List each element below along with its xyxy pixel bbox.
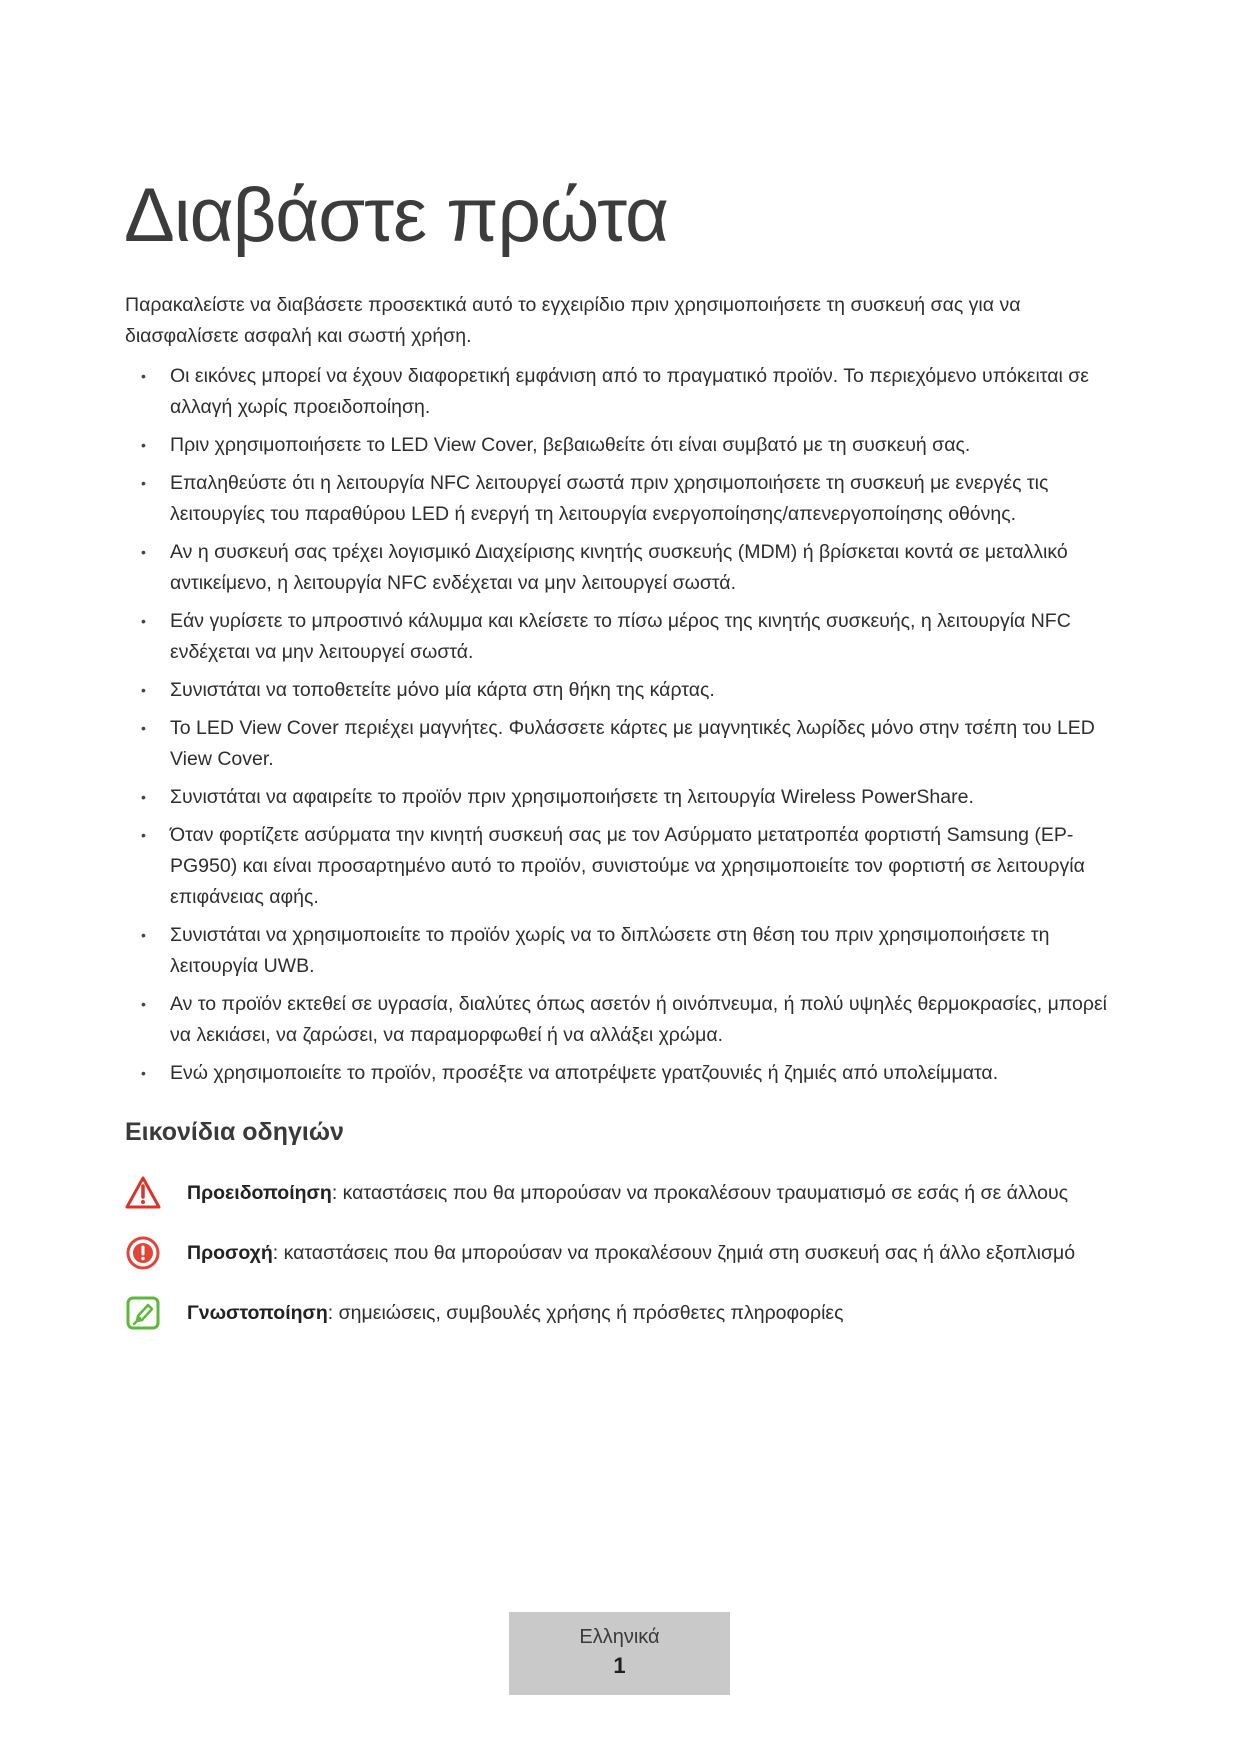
bullet-icon: •: [141, 789, 146, 805]
list-item: [125, 468, 1120, 530]
list-item-text: Ενώ χρησιμοποιείτε το προϊόν, προσέξτε να αποτρέψετε γρατζουνιές ή ζημιές από υπολείμματα.: [170, 1062, 999, 1084]
list-item-text: Επαληθεύστε ότι η λειτουργία NFC λειτουργεί σωστά πριν χρησιμοποιήσετε τη συσκευή με ενεργές τις λειτουργίες του παραθύρου LED ή ενεργή τη λειτουργία ενεργοποίησης/απενεργοποίησης οθόνης.: [170, 472, 1049, 525]
page-number: 1: [613, 1653, 626, 1678]
bullet-icon: •: [141, 475, 146, 491]
list-item-text: Οι εικόνες μπορεί να έχουν διαφορετική εμφάνιση από το πραγματικό προϊόν. Το περιεχόμενο υπόκειται σε αλλαγή χωρίς προειδοποίηση.: [170, 365, 1089, 418]
bullet-icon: •: [141, 996, 146, 1012]
list-item: [125, 430, 1120, 461]
page-footer: [509, 1612, 730, 1695]
warning-triangle-icon: [125, 1175, 161, 1211]
list-item: [125, 820, 1120, 913]
page-title: Διαβάστε πρώτα: [124, 173, 668, 258]
caution-legend-text: [187, 1242, 1075, 1265]
list-item: [125, 361, 1120, 423]
list-item: [125, 606, 1120, 668]
note-pencil-icon: [125, 1295, 161, 1331]
list-item-text: Όταν φορτίζετε ασύρματα την κινητή συσκευή σας με τον Ασύρματο μετατροπέα φορτιστή Samsung (EP-PG950) και είναι προσαρτημένο αυτό το προϊόν, συνιστούμε να χρησιμοποιείτε τον φορτιστή σε λειτουργία επιφάνειας αφής.: [170, 824, 1085, 908]
list-item: [125, 675, 1120, 706]
list-item-text: Συνιστάται να αφαιρείτε το προϊόν πριν χρησιμοποιήσετε τη λειτουργία Wireless PowerShare.: [170, 786, 974, 808]
bullet-icon: •: [141, 720, 146, 736]
intro-paragraph: Παρακαλείστε να διαβάσετε προσεκτικά αυτό το εγχειρίδιο πριν χρησιμοποιήσετε τη συσκευή σας για να διασφαλίσετε ασφαλή και σωστή χρήση.: [125, 294, 1021, 347]
note-description: : σημειώσεις, συμβουλές χρήσης ή πρόσθετες πληροφορίες: [327, 1301, 844, 1324]
warning-legend-text: [187, 1182, 1068, 1205]
bullet-icon: •: [141, 368, 146, 384]
bullet-icon: •: [141, 613, 146, 629]
warning-description: : καταστάσεις που θα μπορούσαν να προκαλέσουν τραυματισμό σε εσάς ή σε άλλους: [331, 1181, 1069, 1204]
bullet-icon: •: [141, 544, 146, 560]
list-item-text: Πριν χρησιμοποιήσετε το LED View Cover, βεβαιωθείτε ότι είναι συμβατό με τη συσκευή σας.: [170, 434, 971, 456]
bullet-icon: •: [141, 827, 146, 843]
footer-language: Ελληνικά: [579, 1626, 660, 1648]
list-item: [125, 537, 1120, 599]
warning-label: Προειδοποίηση: [187, 1181, 332, 1204]
list-item-text: Συνιστάται να χρησιμοποιείτε το προϊόν χωρίς να το διπλώσετε στη θέση του πριν χρησιμοποιήσετε τη λειτουργία UWB.: [170, 924, 1050, 977]
list-item: [125, 782, 1120, 813]
bullet-icon: •: [141, 1065, 146, 1081]
list-item-text: Εάν γυρίσετε το μπροστινό κάλυμμα και κλείσετε το πίσω μέρος της κινητής συσκευής, η λειτουργία NFC ενδέχεται να μην λειτουργεί σωστά.: [170, 610, 1071, 663]
list-item-text: Το LED View Cover περιέχει μαγνήτες. Φυλάσσετε κάρτες με μαγνητικές λωρίδες μόνο στην τσέπη του LED View Cover.: [170, 717, 1095, 770]
list-item-text: Συνιστάται να τοποθετείτε μόνο μία κάρτα στη θήκη της κάρτας.: [170, 679, 715, 701]
note-legend-text: [187, 1302, 844, 1325]
list-item: [125, 1058, 1120, 1089]
list-item-text: Αν το προϊόν εκτεθεί σε υγρασία, διαλύτες όπως ασετόν ή οινόπνευμα, ή πολύ υψηλές θερμοκρασίες, μπορεί να λεκιάσει, να ζαρώσει, να παραμορφωθεί ή να αλλάξει χρώμα.: [170, 993, 1108, 1046]
caution-description: : καταστάσεις που θα μπορούσαν να προκαλέσουν ζημιά στη συσκευή σας ή άλλο εξοπλισμό: [272, 1241, 1076, 1264]
icons-section-title: Εικονίδια οδηγιών: [125, 1118, 344, 1146]
caution-exclamation-icon: [125, 1235, 161, 1271]
bullet-icon: •: [141, 682, 146, 698]
list-item: [125, 989, 1120, 1051]
bullet-icon: •: [141, 437, 146, 453]
caution-label: Προσοχή: [187, 1241, 273, 1264]
note-label: Γνωστοποίηση: [187, 1301, 328, 1324]
warning-legend-row: [125, 1173, 1125, 1213]
note-legend-row: [125, 1293, 1125, 1333]
list-item-text: Αν η συσκευή σας τρέχει λογισμικό Διαχείρισης κινητής συσκευής (MDM) ή βρίσκεται κοντά σε μεταλλικό αντικείμενο, η λειτουργία NFC ενδέχεται να μην λειτουργεί σωστά.: [170, 541, 1068, 594]
list-item: [125, 920, 1120, 982]
list-item: [125, 713, 1120, 775]
precautions-list: [125, 361, 1120, 1096]
caution-legend-row: [125, 1233, 1125, 1273]
bullet-icon: •: [141, 927, 146, 943]
